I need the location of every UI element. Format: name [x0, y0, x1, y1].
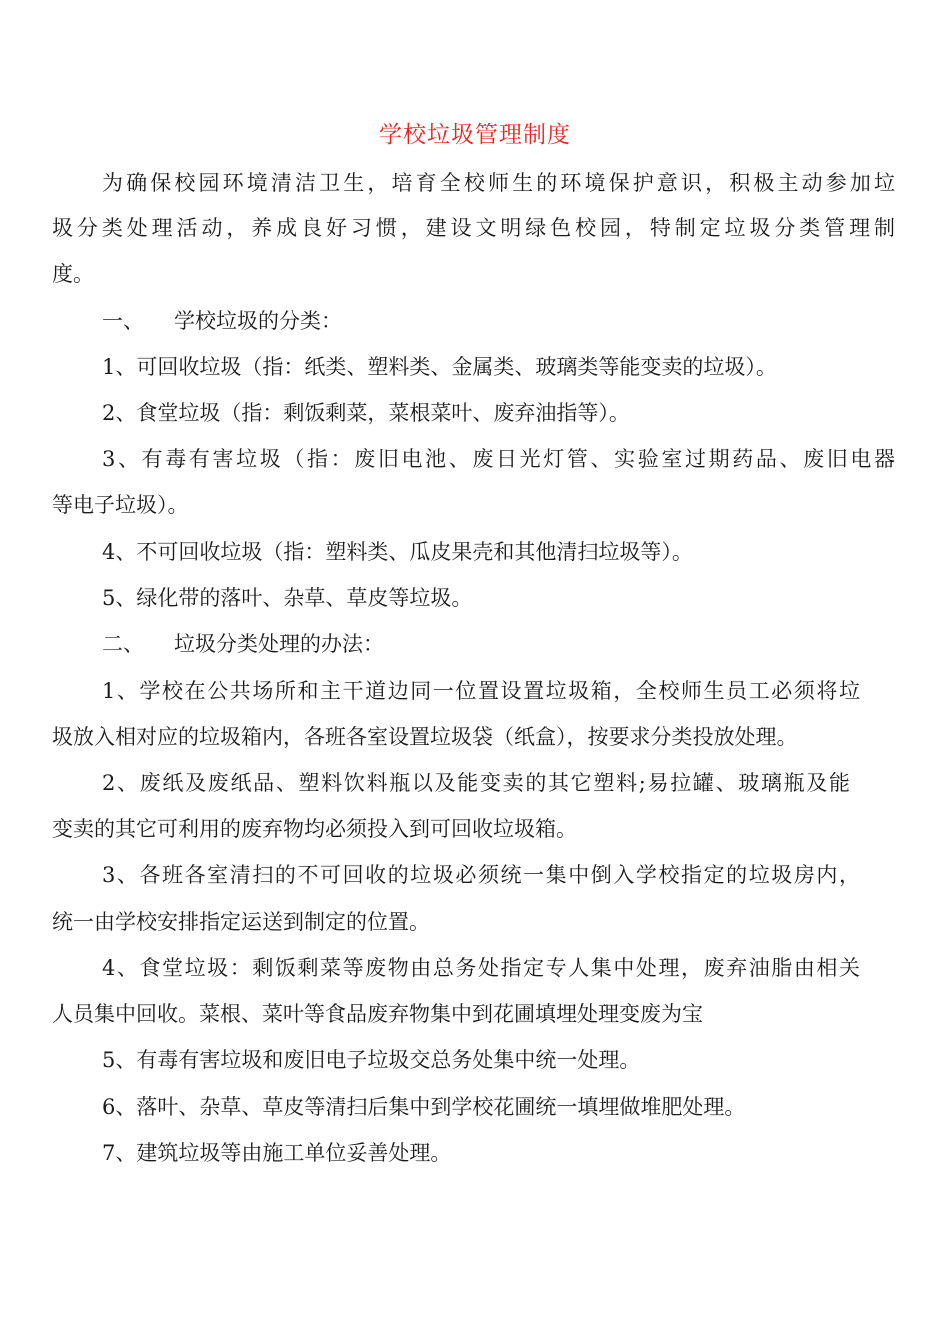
- section2-item-7: 7、建筑垃圾等由施工单位妥善处理。: [102, 1141, 452, 1165]
- section1-item-1: 1、可回收垃圾（指：纸类、塑料类、金属类、玻璃类等能变卖的垃圾）。: [102, 355, 777, 379]
- section2-item-3: 3、各班各室清扫的不可回收的垃圾必须统一集中倒入学校指定的垃圾房内，: [102, 863, 860, 887]
- section2-item-4-cont: 人员集中回收。菜根、菜叶等食品废弃物集中到花圃填埋处理变废为宝: [52, 1002, 703, 1026]
- section1-heading: [102, 306, 342, 336]
- intro-line-1: 为确保校园环境清洁卫生，培育全校师生的环境保护意识，积极主动参加垃: [102, 171, 895, 195]
- section1-item-4: 4、不可回收垃圾（指：塑料类、瓜皮果壳和其他清扫垃圾等）。: [102, 540, 693, 564]
- intro-line-3: 度。: [52, 262, 94, 286]
- section2-item-5: 5、有毒有害垃圾和废旧电子垃圾交总务处集中统一处理。: [102, 1048, 641, 1072]
- section2-title: 垃圾分类处理的办法：: [174, 632, 384, 656]
- intro-line-2: 圾分类处理活动，养成良好习惯，建设文明绿色校园，特制定垃圾分类管理制: [52, 216, 895, 240]
- section1-item-2: 2、食堂垃圾（指：剩饭剩菜，菜根菜叶、废弃油指等）。: [102, 401, 630, 425]
- section2-item-1-cont: 圾放入相对应的垃圾箱内，各班各室设置垃圾袋（纸盒），按要求分类投放处理。: [52, 725, 798, 749]
- section2-item-4: 4、食堂垃圾：剩饭剩菜等废物由总务处指定专人集中处理，废弃油脂由相关: [102, 956, 860, 980]
- section2-heading: [102, 629, 384, 659]
- section1-item-3-cont: 等电子垃圾）。: [52, 493, 189, 517]
- section1-item-5: 5、绿化带的落叶、杂草、草皮等垃圾。: [102, 586, 473, 610]
- section2-item-2: 2、废纸及废纸品、塑料饮料瓶以及能变卖的其它塑料;易拉罐、玻璃瓶及能: [102, 771, 850, 795]
- section2-item-6: 6、落叶、杂草、草皮等清扫后集中到学校花圃统一填埋做堆肥处理。: [102, 1095, 746, 1119]
- document-title: 学校垃圾管理制度: [379, 122, 571, 148]
- section1-title: 学校垃圾的分类：: [174, 309, 342, 333]
- section2-item-2-cont: 变卖的其它可利用的废弃物均必须投入到可回收垃圾箱。: [52, 817, 577, 841]
- section2-item-3-cont: 统一由学校安排指定运送到制定的位置。: [52, 910, 430, 934]
- section1-number: 一、: [102, 309, 144, 333]
- section2-number: 二、: [102, 632, 144, 656]
- section2-item-1: 1、学校在公共场所和主干道边同一位置设置垃圾箱，全校师生员工必须将垃: [102, 679, 860, 703]
- section1-item-3: 3、有毒有害垃圾（指：废旧电池、废日光灯管、实验室过期药品、废旧电器: [102, 447, 895, 471]
